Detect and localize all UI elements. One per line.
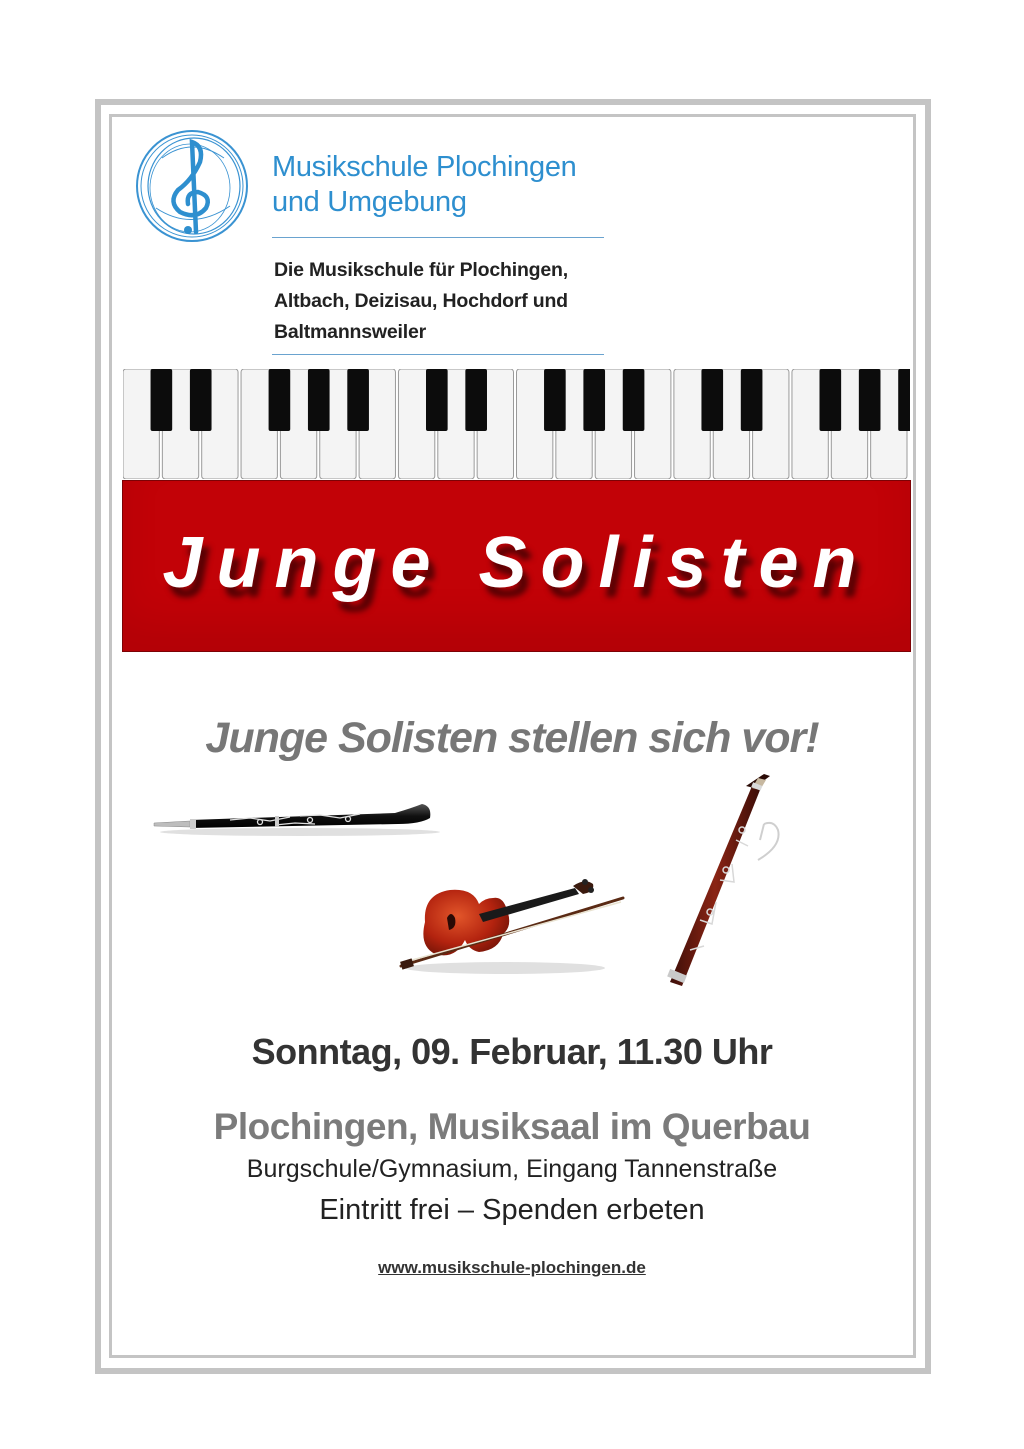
school-name	[272, 150, 577, 220]
banner-title: Junge Solisten	[162, 523, 871, 603]
event-date: Sonntag, 09. Februar, 11.30 Uhr	[251, 1031, 773, 1072]
violin-icon	[395, 870, 635, 980]
tagline-line-3: Baltmannsweiler	[274, 321, 426, 343]
school-name-line-1: Musikschule Plochingen	[272, 151, 577, 183]
tagline-line-2: Altbach, Deizisau, Hochdorf und	[274, 290, 568, 312]
title-banner	[122, 480, 911, 652]
school-name-line-2: und Umgebung	[272, 186, 467, 218]
header-divider-top	[272, 237, 604, 238]
website-link[interactable]: www.musikschule-plochingen.de	[378, 1258, 646, 1277]
treble-clef-logo-icon	[134, 128, 250, 244]
tagline-line-1: Die Musikschule für Plochingen,	[274, 259, 568, 281]
oboe-icon	[150, 790, 440, 850]
header-divider-bottom	[272, 354, 604, 355]
event-entry-info: Eintritt frei – Spenden erbeten	[319, 1194, 705, 1226]
piano-keyboard-icon	[123, 369, 910, 479]
event-address: Burgschule/Gymnasium, Eingang Tannenstraße	[246, 1155, 778, 1183]
event-subtitle: Junge Solisten stellen sich vor!	[205, 714, 819, 762]
event-venue: Plochingen, Musiksaal im Querbau	[213, 1106, 811, 1147]
school-tagline	[274, 255, 568, 348]
bassoon-icon	[660, 770, 810, 990]
